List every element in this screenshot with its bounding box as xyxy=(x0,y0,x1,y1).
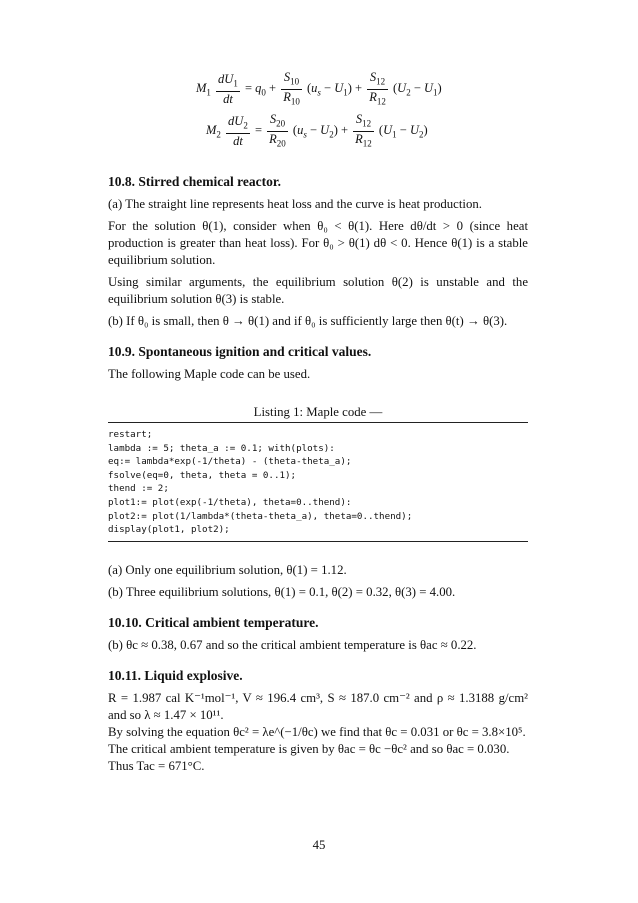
section-title-10-8: 10.8. Stirred chemical reactor. xyxy=(108,174,281,189)
paragraph: (b) If θ₀ is small, then θ → θ(1) and if θ₀ is sufficiently large then θ(t) → θ(3). xyxy=(108,314,508,328)
paragraph: R = 1.987 cal K⁻¹mol⁻¹, V ≈ 196.4 cm³, S ≈ 187.0 cm⁻² and ρ ≈ 1.3188 g/cm² and so λ ≈ 1.47 × 10¹¹. xyxy=(108,690,528,722)
section-title-10-9: 10.9. Spontaneous ignition and critical values. xyxy=(108,344,372,359)
paragraph: (b) Three equilibrium solutions, θ(1) = 0.1, θ(2) = 0.32, θ(3) = 4.00. xyxy=(108,584,456,599)
listing-bottom-rule xyxy=(108,541,528,542)
listing-caption: Listing 1: Maple code — xyxy=(253,405,383,419)
paragraph: By solving the equation θc² = λe^(−1/θc) we find that θc = 0.031 or θc = 3.8×10⁵. xyxy=(108,724,526,739)
section-title-10-11: 10.11. Liquid explosive. xyxy=(108,667,243,683)
page-number: 45 xyxy=(312,838,326,852)
section-title-10-10: 10.10. Critical ambient temperature. xyxy=(108,614,319,630)
paragraph: (a) Only one equilibrium solution, θ(1) = 1.12. xyxy=(108,562,347,577)
page-content xyxy=(108,60,528,780)
paragraph: The critical ambient temperature is given by θac = θc −θc² and so θac = 0.030. xyxy=(108,741,510,756)
equation-1: $M_1$ $\frac{dU_1}{dt}$ = $q_0$ + $\frac{S_{10}}{R_{10}}$ $(u_s - U_1)$ + $\frac{S_{12}}{R_{12}}$ $(U_2 - U_1)$ xyxy=(196,70,442,106)
code-listing: restart; lambda := 5; theta_a := 0.1; with(plots): eq:= lambda*exp(-1/theta) - (theta-theta_a); fsolve(eq=0, theta, theta = 0..1); thend := 2; plot1:= plot(exp(-1/theta), theta=0..thend): plot2:= plot(1/lambda*(theta-theta_a), theta=0..thend); display(plot1, plot2); xyxy=(108,429,413,536)
paragraph: Thus Tac = 671°C. xyxy=(108,758,205,773)
equation-block xyxy=(108,60,528,160)
paragraph: (a) The straight line represents heat loss and the curve is heat production. xyxy=(108,197,482,211)
paragraph: The following Maple code can be used. xyxy=(108,367,311,381)
paragraph: Using similar arguments, the equilibrium solution θ(2) is unstable and the equilibrium solution θ(3) is stable. xyxy=(108,275,528,306)
equation-2: $M_2$ $\frac{dU_2}{dt}$ = $\frac{S_{20}}{R_{20}}$ $(u_s - U_2)$ + $\frac{S_{12}}{R_{12}}$ $(U_1 - U_2)$ xyxy=(206,112,428,148)
paragraph: (b) θc ≈ 0.38, 0.67 and so the critical ambient temperature is θac ≈ 0.22. xyxy=(108,637,477,652)
paragraph: For the solution θ(1), consider when θ₀ < θ(1). Here dθ/dt > 0 (since heat production is greater than heat loss). For θ₀ > θ(1) dθ < 0. Hence θ(1) is a stable equilibrium solution. xyxy=(108,219,528,267)
